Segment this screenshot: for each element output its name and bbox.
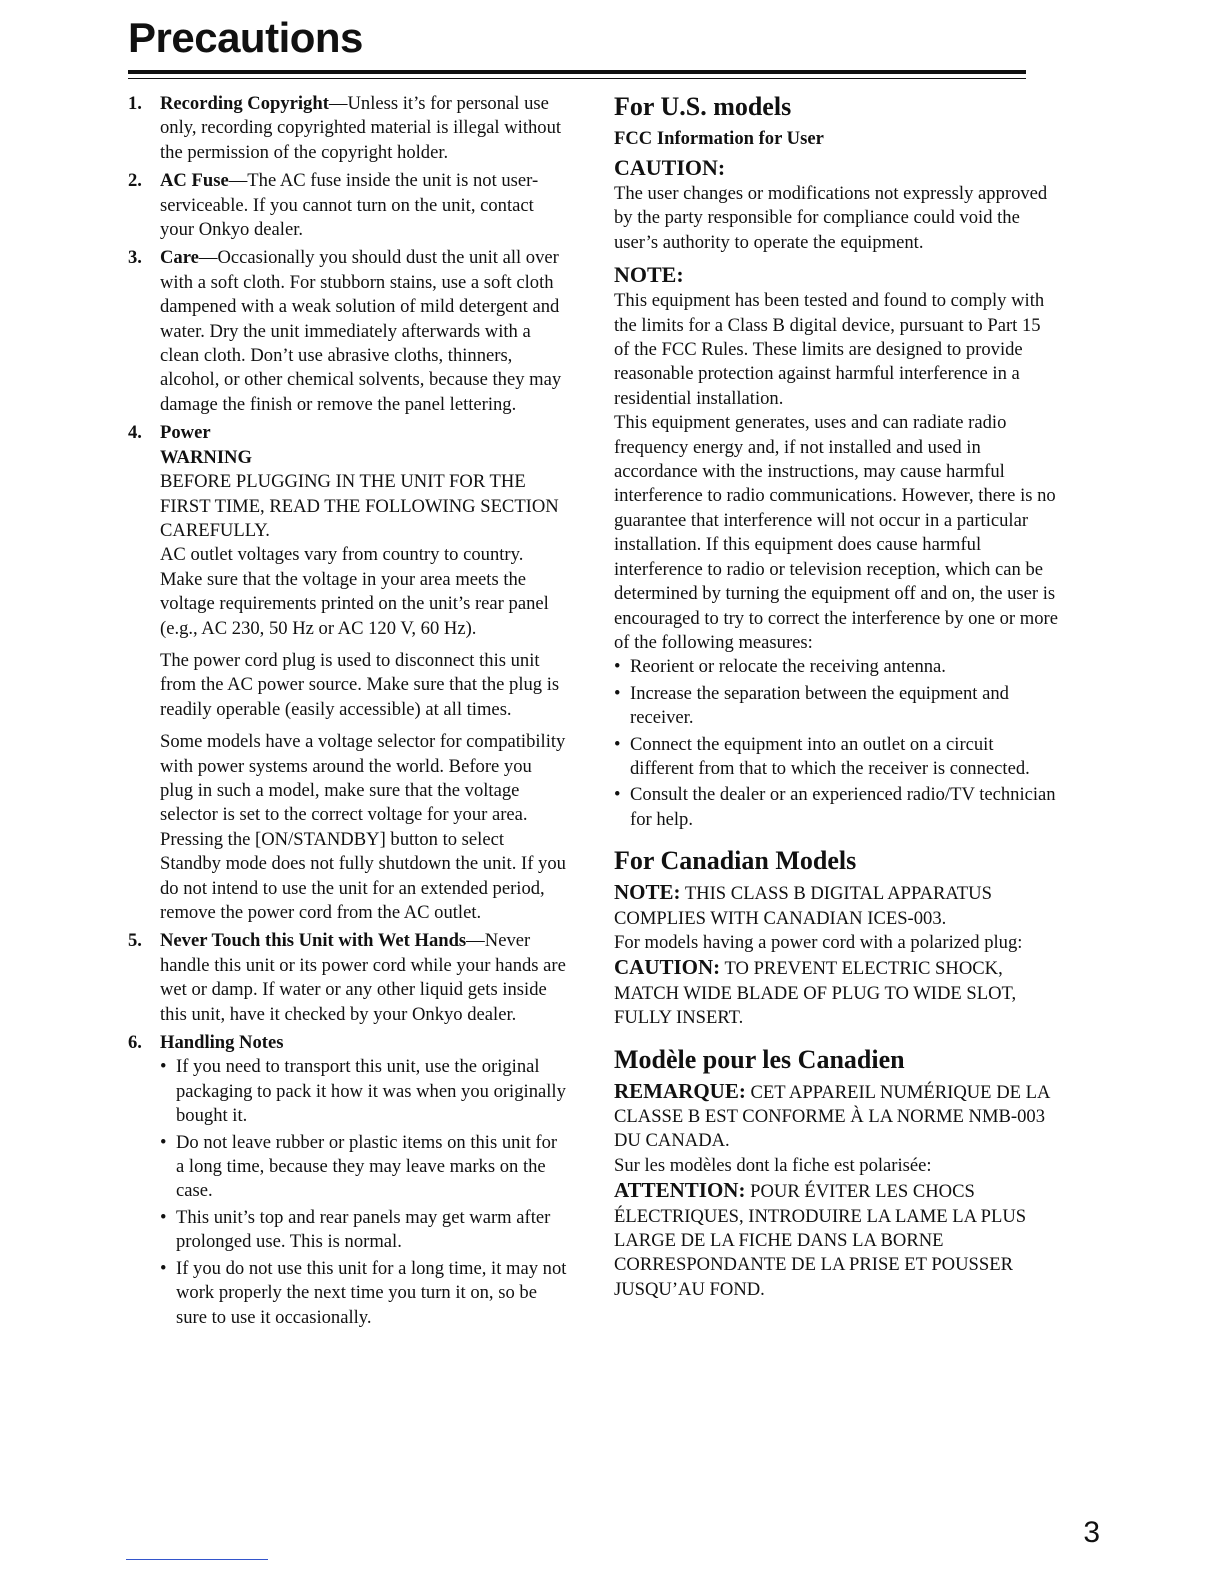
title-rule-thick [128,70,1026,74]
list-item: • If you need to transport this unit, use the original packaging to pack it how it was when you originally bought it. [160,1056,566,1127]
attention-label: ATTENTION: [614,1178,746,1203]
note-paragraph: This equipment generates, uses and can radiate radio frequency energy and, if not installed and used in accordance with the instructions, may cause harmful interference to radio communications. However, there is no guarantee that interference will not occur in a particular installation. If this equipment does cause harmful interference to radio or television reception, which can be determined by turning the equipment off and on, the user is encouraged to try to correct the interference by one or more of the following measures: [614,412,1058,653]
measures-list [614,655,1059,832]
item-lead: Recording Copyright [160,93,329,114]
item-lead: Never Touch this Unit with Wet Hands [160,930,467,952]
handling-notes-list [160,1055,568,1329]
power-paragraph: The power cord plug is used to disconnect this unit from the AC power source. Make sure that the plug is readily operable (easily accessible) at all times. [160,649,560,720]
us-section [614,92,1059,832]
precaution-item [128,246,568,417]
power-paragraph: AC outlet voltages vary from country to country. Make sure that the voltage in your area meets the voltage requirements printed on the unit’s rear panel (e.g., AC 230, 50 Hz or AC 120 V, 60 Hz). [160,544,549,639]
list-item: • This unit’s top and rear panels may get warm after prolonged use. This is normal. [160,1206,551,1253]
precaution-item-power [128,421,568,925]
precautions-column [128,92,568,1334]
section-heading: For U.S. models [614,92,792,121]
regulatory-column [614,92,1059,1302]
footer-line [126,1559,268,1560]
section-heading: For Canadian Models [614,846,857,876]
note-label: NOTE: [614,262,684,288]
item-text: —The AC fuse inside the unit is not user-serviceable. If you cannot turn on the unit, contact your Onkyo dealer. [160,170,539,241]
caution-label: CAUTION: [614,155,726,180]
list-item: • If you do not use this unit for a long time, it may not work properly the next time you turn it on, so be sure to use it occasionally. [160,1257,567,1328]
precaution-item-handling [128,1031,568,1330]
attention-text: POUR ÉVITER LES CHOCS ÉLECTRIQUES, INTRODUIRE LA LAME LA PLUS LARGE DE LA FICHE DANS LA BORNE CORRESPONDANTE DE LA PRISE ET POUSSER JUSQU’AU FOND. [614,1181,1027,1300]
list-item: • Connect the equipment into an outlet on a circuit different from that to which the receiver is connected. [614,733,1030,779]
item-number: 3. [128,247,142,269]
section-subheading: FCC Information for User [614,128,824,149]
note-text: THIS CLASS B DIGITAL APPARATUS COMPLIES WITH CANADIAN ICES-003. [614,883,992,929]
remarque-label: REMARQUE: [614,1078,746,1103]
caution-text: The user changes or modifications not expressly approved by the party responsible for compliance could void the user’s authority to operate the equipment. [614,183,1048,253]
item-text: —Unless it’s for personal use only, recording copyrighted material is illegal without the permission of the copyright holder. [160,93,562,163]
remarque-text: CET APPAREIL NUMÉRIQUE DE LA CLASSE B EST CONFORME À LA NORME NMB-003 DU CANADA. [614,1081,1050,1152]
item-number: 6. [128,1032,142,1054]
power-paragraph: Pressing the [ON/STANDBY] button to select Standby mode does not fully shutdown the unit. If you do not intend to use the unit for an extended period, remove the power cord from the AC outlet. [160,828,566,923]
precaution-item [128,92,568,165]
item-lead: Handling Notes [160,1032,284,1054]
caution-label: CAUTION: [614,955,721,980]
caution-text: TO PREVENT ELECTRIC SHOCK, MATCH WIDE BLADE OF PLUG TO WIDE SLOT, FULLY INSERT. [614,958,1017,1029]
french-canada-section [614,1045,1059,1303]
precaution-item [128,169,568,242]
note-paragraph: This equipment has been tested and found to comply with the limits for a Class B digital device, pursuant to Part 15 of the FCC Rules. These limits are designed to provide reasonable protection against harmful interference in a residential installation. [614,290,1045,409]
plug-text: For models having a power cord with a polarized plug: [614,931,1023,953]
item-number: 2. [128,170,142,192]
warning-label: WARNING [160,446,252,468]
item-number: 1. [128,93,142,114]
item-text: —Never handle this unit or its power cord while your hands are wet or damp. If water or any other liquid gets inside this unit, have it checked by your Onkyo dealer. [160,930,566,1025]
item-lead: Care [160,247,199,269]
list-item: • Increase the separation between the equipment and receiver. [614,682,1009,729]
item-lead: AC Fuse [160,170,229,192]
list-item: • Consult the dealer or an experienced radio/TV technician for help. [614,784,1056,830]
note-label: NOTE: [614,880,681,905]
plug-text: Sur les modèles dont la fiche est polarisée: [614,1154,932,1176]
item-number: 5. [128,930,142,952]
page-number: 3 [1083,1516,1100,1549]
page-title: Precautions [128,14,363,61]
item-number: 4. [128,422,142,444]
item-text: —Occasionally you should dust the unit all over with a soft cloth. For stubborn stains, use a soft cloth dampened with a weak solution of mild detergent and water. Dry the unit immediately afterwards with a clean cloth. Don’t use abrasive cloths, thinners, alcohol, or other chemical solvents, because they may damage the finish or remove the panel lettering. [160,247,562,415]
list-item: • Do not leave rubber or plastic items on this unit for a long time, because they may leave marks on the case. [160,1131,558,1202]
section-heading: Modèle pour les Canadien [614,1044,905,1074]
warning-text: BEFORE PLUGGING IN THE UNIT FOR THE FIRST TIME, READ THE FOLLOWING SECTION CAREFULLY. [160,471,559,541]
title-rule-thin [128,78,1026,79]
precaution-item [128,929,568,1027]
power-paragraph: Some models have a voltage selector for compatibility with power systems around the world. Before you plug in such a model, make sure that the voltage selector is set to the correct voltage for your area. [160,731,566,826]
canada-section [614,846,1059,1030]
item-lead: Power [160,422,211,444]
list-item: • Reorient or relocate the receiving antenna. [614,656,946,678]
